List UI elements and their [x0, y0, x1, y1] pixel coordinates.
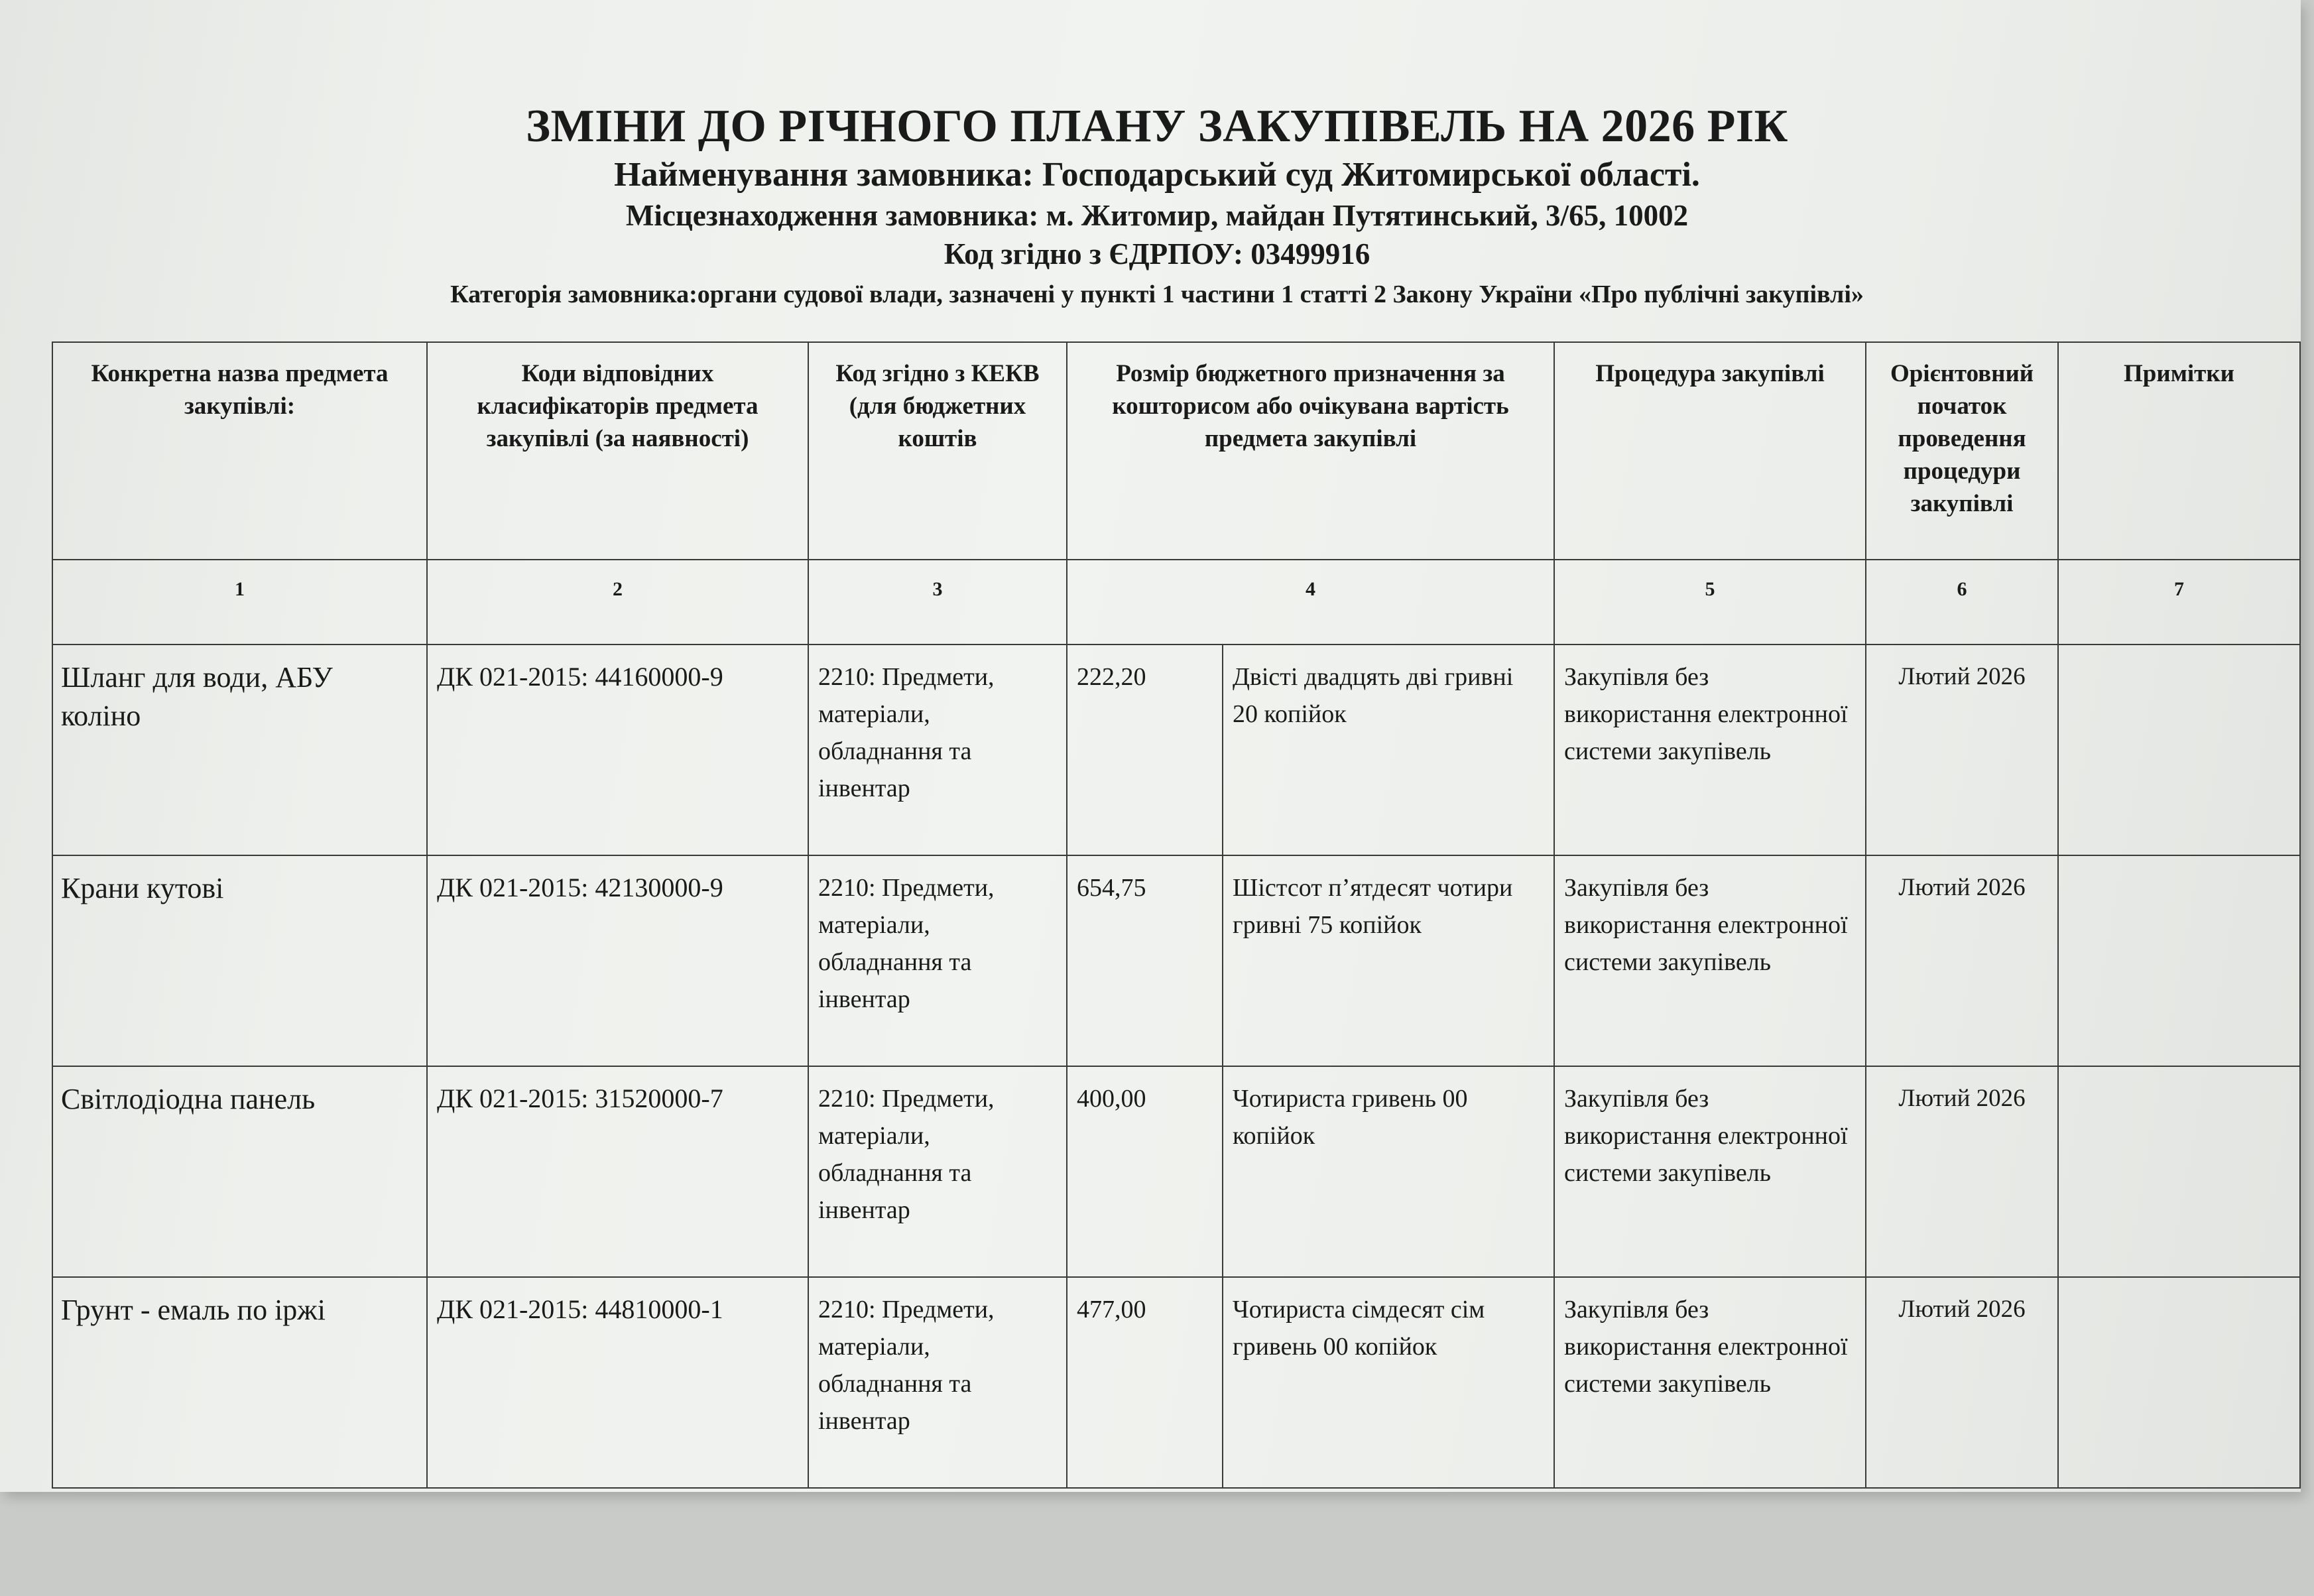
amount-value: 654,75 [1067, 855, 1223, 1066]
classifier-code: ДК 021-2015: 44810000-1 [427, 1277, 808, 1488]
column-header-notes: Примітки [2058, 342, 2300, 560]
column-header-kekv: Код згідно з КЕКВ (для бюджетних коштів [808, 342, 1067, 560]
amount-in-words: Чотириста сімдесят сім гривень 00 копійок [1223, 1277, 1554, 1488]
table-row [52, 1066, 2300, 1277]
kekv-code: 2210: Предмети, матеріали, обладнання та інвентар [808, 645, 1067, 855]
procedure: Закупівля без використання електронної системи закупівель [1554, 645, 1866, 855]
amount-in-words: Чотириста гривень 00 копійок [1223, 1066, 1554, 1277]
column-number-row [52, 560, 2300, 645]
document-title: ЗМІНИ ДО РІЧНОГО ПЛАНУ ЗАКУПІВЕЛЬ НА 2026 РІК [526, 101, 1788, 152]
notes [2058, 645, 2300, 855]
column-number: 6 [1866, 560, 2058, 645]
column-number: 4 [1067, 560, 1554, 645]
amount-in-words: Двісті двадцять дві гривні 20 копійок [1223, 645, 1554, 855]
notes [2058, 1277, 2300, 1488]
column-number: 7 [2058, 560, 2300, 645]
column-header-classifier: Коди відповідних класифікаторів предмета закупівлі (за наявності) [427, 342, 808, 560]
table-header-row [52, 342, 2300, 560]
column-number: 2 [427, 560, 808, 645]
procurement-plan-table [52, 341, 2301, 1489]
kekv-code: 2210: Предмети, матеріали, обладнання та інвентар [808, 1066, 1067, 1277]
start-date: Лютий 2026 [1866, 1066, 2058, 1277]
column-number: 1 [52, 560, 427, 645]
classifier-code: ДК 021-2015: 42130000-9 [427, 855, 808, 1066]
column-header-procedure: Процедура закупівлі [1554, 342, 1866, 560]
procedure: Закупівля без використання електронної системи закупівель [1554, 1277, 1866, 1488]
column-header-item-name: Конкретна назва предмета закупівлі: [52, 342, 427, 560]
item-name: Крани кутові [52, 855, 427, 1066]
table-row [52, 645, 2300, 855]
customer-location: Місцезнаходження замовника: м. Житомир, майдан Путятинський, 3/65, 10002 [625, 199, 1689, 232]
document-header [0, 99, 2314, 313]
item-name: Шланг для води, АБУ коліно [52, 645, 427, 855]
column-header-amount: Розмір бюджетного призначення за кошторисом або очікувана вартість предмета закупівлі [1067, 342, 1554, 560]
amount-value: 222,20 [1067, 645, 1223, 855]
item-name: Грунт - емаль по іржі [52, 1277, 427, 1488]
column-number: 5 [1554, 560, 1866, 645]
column-header-start: Орієнтовний початок проведення процедури закупівлі [1866, 342, 2058, 560]
procedure: Закупівля без використання електронної системи закупівель [1554, 1066, 1866, 1277]
notes [2058, 855, 2300, 1066]
start-date: Лютий 2026 [1866, 645, 2058, 855]
kekv-code: 2210: Предмети, матеріали, обладнання та інвентар [808, 855, 1067, 1066]
amount-in-words: Шістсот п’ятдесят чотири гривні 75 копійок [1223, 855, 1554, 1066]
classifier-code: ДК 021-2015: 31520000-7 [427, 1066, 808, 1277]
amount-value: 400,00 [1067, 1066, 1223, 1277]
start-date: Лютий 2026 [1866, 855, 2058, 1066]
edrpou-code: Код згідно з ЄДРПОУ: 03499916 [944, 237, 1370, 271]
table-row [52, 855, 2300, 1066]
customer-category: Категорія замовника:органи судової влади, зазначені у пункті 1 частини 1 статті 2 Закону України «Про публічні закупівлі» [450, 280, 1864, 308]
procedure: Закупівля без використання електронної системи закупівель [1554, 855, 1866, 1066]
customer-name: Найменування замовника: Господарський суд Житомирської області. [614, 156, 1700, 194]
item-name: Світлодіодна панель [52, 1066, 427, 1277]
notes [2058, 1066, 2300, 1277]
start-date: Лютий 2026 [1866, 1277, 2058, 1488]
kekv-code: 2210: Предмети, матеріали, обладнання та інвентар [808, 1277, 1067, 1488]
classifier-code: ДК 021-2015: 44160000-9 [427, 645, 808, 855]
table-row [52, 1277, 2300, 1488]
amount-value: 477,00 [1067, 1277, 1223, 1488]
column-number: 3 [808, 560, 1067, 645]
